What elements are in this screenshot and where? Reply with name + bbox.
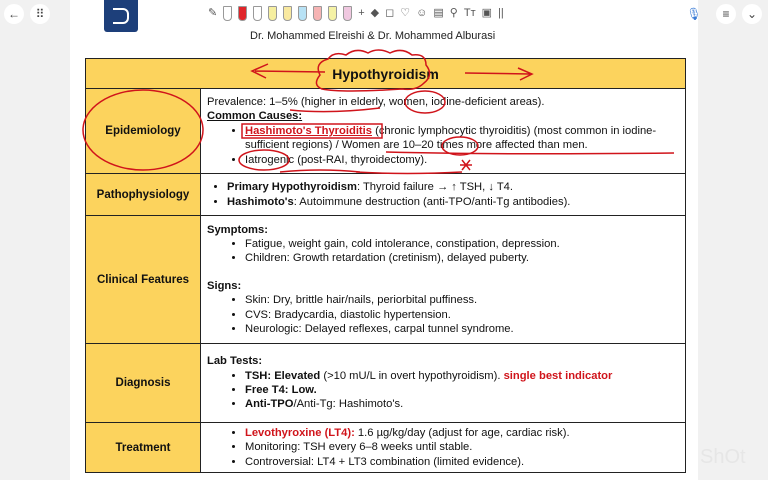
lasso-icon[interactable]: ♡ xyxy=(400,6,411,19)
table-row xyxy=(86,89,686,174)
item-text: (>10 mU/L in overt hypothyroidism). xyxy=(320,369,504,382)
highlighter-yellow[interactable] xyxy=(268,6,277,21)
list-item: • Controversial: LT4 + LT3 combination (limited evidence). xyxy=(245,455,679,469)
link-icon[interactable]: ⚲ xyxy=(449,6,458,19)
hashimoto-label: Hashimoto's Thyroiditis xyxy=(245,124,372,137)
pen-tool-red[interactable] xyxy=(238,6,247,21)
menu-button[interactable]: ≡ xyxy=(716,4,736,24)
list-item xyxy=(245,124,679,153)
tool-strip xyxy=(208,3,504,23)
bold-term: TSH: Elevated xyxy=(245,369,321,382)
row-content xyxy=(201,89,686,174)
highlighter-blue[interactable] xyxy=(298,6,307,21)
row-label: Clinical Features xyxy=(86,216,201,344)
row-label: Pathophysiology xyxy=(86,174,201,216)
hashimoto-text: (chronic lymphocytic thyroiditis) (most common in iodine-sufficient regions) / Women are 10–20 times more affected than men. xyxy=(245,124,657,152)
symptoms-heading: Symptoms: xyxy=(207,223,268,236)
grid-button[interactable]: ⠿ xyxy=(30,4,50,24)
row-label: Treatment xyxy=(86,423,201,473)
list-item: • Neurologic: Delayed reflexes, carpal tunnel syndrome. xyxy=(245,322,679,336)
signs-heading: Signs: xyxy=(207,279,242,292)
annotation-toolbar xyxy=(0,0,768,26)
list-item: • Fatigue, weight gain, cold intolerance, constipation, depression. xyxy=(245,237,679,251)
highlighter-red[interactable] xyxy=(313,6,322,21)
add-tool-icon[interactable]: + xyxy=(358,6,365,19)
table-row xyxy=(86,344,686,423)
shapes-icon[interactable]: ◻ xyxy=(385,6,395,19)
chevron-down-icon[interactable]: ⌄ xyxy=(742,4,762,24)
highlighter-yellow-2[interactable] xyxy=(328,6,337,21)
author-line: Dr. Mohammed Elreishi & Dr. Mohammed Alburasi xyxy=(250,30,496,42)
item-text: /Anti-Tg: Hashimoto's. xyxy=(293,398,404,411)
item-text: 1.6 µg/kg/day (adjust for age, cardiac risk). xyxy=(354,427,570,439)
watermark: ShOt xyxy=(700,446,746,468)
item-text: : Autoimmune destruction (anti-TPO/anti-Tg antibodies). xyxy=(293,195,571,208)
list-item xyxy=(245,383,679,397)
row-content xyxy=(201,216,686,344)
lab-heading: Lab Tests: xyxy=(207,355,263,368)
comment-icon[interactable]: ▤ xyxy=(433,6,444,19)
row-label: Epidemiology xyxy=(86,89,201,174)
table-row xyxy=(86,216,686,344)
list-item xyxy=(245,369,679,383)
bold-term: Free T4: Low. xyxy=(245,384,317,396)
highlighter-pink[interactable] xyxy=(343,6,352,21)
row-content xyxy=(201,344,686,423)
list-item xyxy=(245,426,679,440)
back-button[interactable]: ← xyxy=(4,4,24,24)
item-text: : Thyroid failure → ↑ TSH, ↓ T4. xyxy=(356,181,513,194)
image-icon[interactable]: ▣ xyxy=(481,6,493,19)
pause-icon[interactable]: || xyxy=(498,6,504,19)
pen-tool-gray-2[interactable] xyxy=(253,6,262,21)
causes-heading: Common Causes: xyxy=(207,110,303,123)
table-title: Hypothyroidism xyxy=(86,59,686,89)
list-item: • Monitoring: TSH every 6–8 weeks until stable. xyxy=(245,440,679,454)
list-item xyxy=(227,195,679,209)
list-item: • Children: Growth retardation (cretinism), delayed puberty. xyxy=(245,251,679,265)
text-tool-icon[interactable]: Tт xyxy=(463,6,476,19)
table-row xyxy=(86,423,686,473)
highlight-text: Levothyroxine (LT4): xyxy=(245,427,355,439)
sticker-icon[interactable]: ☺ xyxy=(416,6,428,19)
list-item: • Skin: Dry, brittle hair/nails, periorbital puffiness. xyxy=(245,293,679,307)
list-item xyxy=(227,180,679,194)
highlight-text: single best indicator xyxy=(503,369,613,382)
list-item: • Iatrogenic (post-RAI, thyroidectomy). xyxy=(245,153,679,167)
pen-tool-gray[interactable] xyxy=(223,6,232,21)
pencil-icon[interactable]: ✎ xyxy=(208,6,218,19)
list-item xyxy=(245,397,679,411)
highlighter-orange[interactable] xyxy=(283,6,292,21)
row-label: Diagnosis xyxy=(86,344,201,423)
bold-term: Hashimoto's xyxy=(227,195,294,208)
prevalence-text: Prevalence: 1–5% (higher in elderly, women, iodine-deficient areas). xyxy=(207,95,545,108)
table-row xyxy=(86,174,686,216)
bold-term: Primary Hypothyroidism xyxy=(227,181,357,194)
eraser-icon[interactable]: ◆ xyxy=(370,6,380,19)
microphone-icon[interactable]: 🎙 xyxy=(686,7,702,21)
row-content xyxy=(201,423,686,473)
list-item: • CVS: Bradycardia, diastolic hypertension. xyxy=(245,308,679,322)
bold-term: Anti-TPO xyxy=(245,398,294,411)
row-content xyxy=(201,174,686,216)
hypothyroidism-table xyxy=(85,58,686,473)
